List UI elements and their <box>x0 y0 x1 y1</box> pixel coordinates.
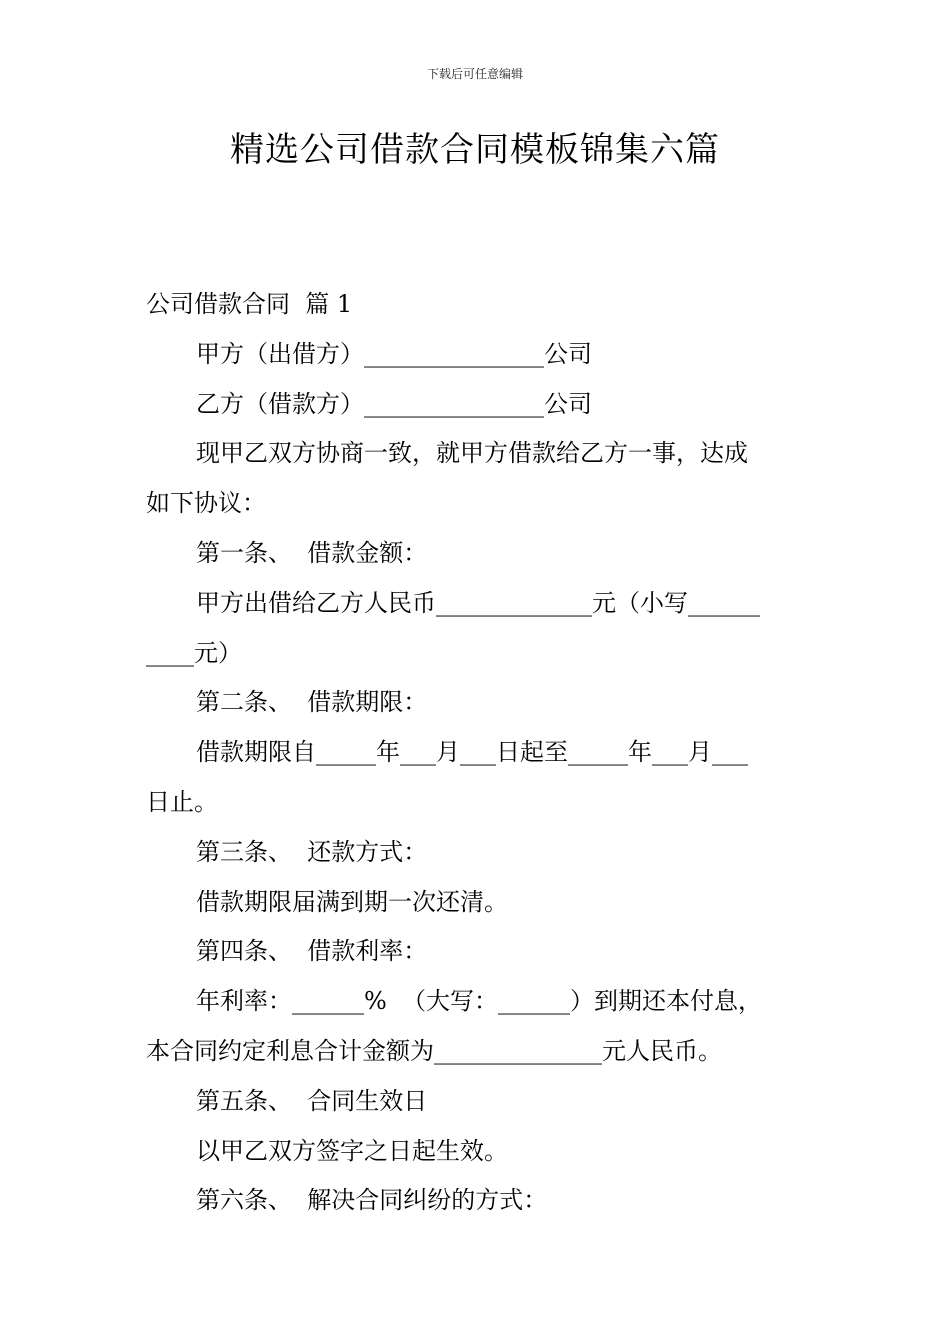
clause-heading: 第一条、 借款金额： <box>196 538 428 567</box>
paragraph-line: 现甲乙双方协商一致，就甲方借款给乙方一事，达成 <box>196 439 748 468</box>
paragraph-line: 年利率：______% （大写：______）到期还本付息， <box>196 987 763 1016</box>
paragraph-line: 甲方出借给乙方人民币_____________元（小写______ <box>196 588 760 617</box>
clause-heading: 第五条、 合同生效日 <box>196 1086 428 1115</box>
paragraph-line: 日止。 <box>146 787 218 816</box>
document-body <box>146 280 808 1226</box>
clause-heading: 第二条、 借款期限： <box>196 688 428 717</box>
paragraph-line: 乙方（借款方）_______________公司 <box>196 389 592 418</box>
paragraph-line: 如下协议： <box>146 489 266 518</box>
clause-heading: 第四条、 借款利率： <box>196 937 428 966</box>
paragraph-line: 借款期限届满到期一次还清。 <box>196 887 508 916</box>
paragraph-line: ____元） <box>146 638 242 667</box>
section-heading: 公司借款合同 篇 1 <box>146 290 353 318</box>
clause-heading: 第六条、 解决合同纠纷的方式： <box>196 1186 548 1215</box>
document-title: 精选公司借款合同模板锦集六篇 <box>230 130 720 170</box>
paragraph-line: 本合同约定利息合计金额为______________元人民币。 <box>146 1036 722 1065</box>
clause-heading: 第三条、 还款方式： <box>196 837 428 866</box>
paragraph-line: 借款期限自_____年___月___日起至_____年___月___ <box>196 738 748 767</box>
header-note: 下载后可任意编辑 <box>426 67 523 81</box>
paragraph-line: 以甲乙双方签字之日起生效。 <box>196 1136 508 1165</box>
paragraph-line: 甲方（出借方）_______________公司 <box>196 339 592 368</box>
